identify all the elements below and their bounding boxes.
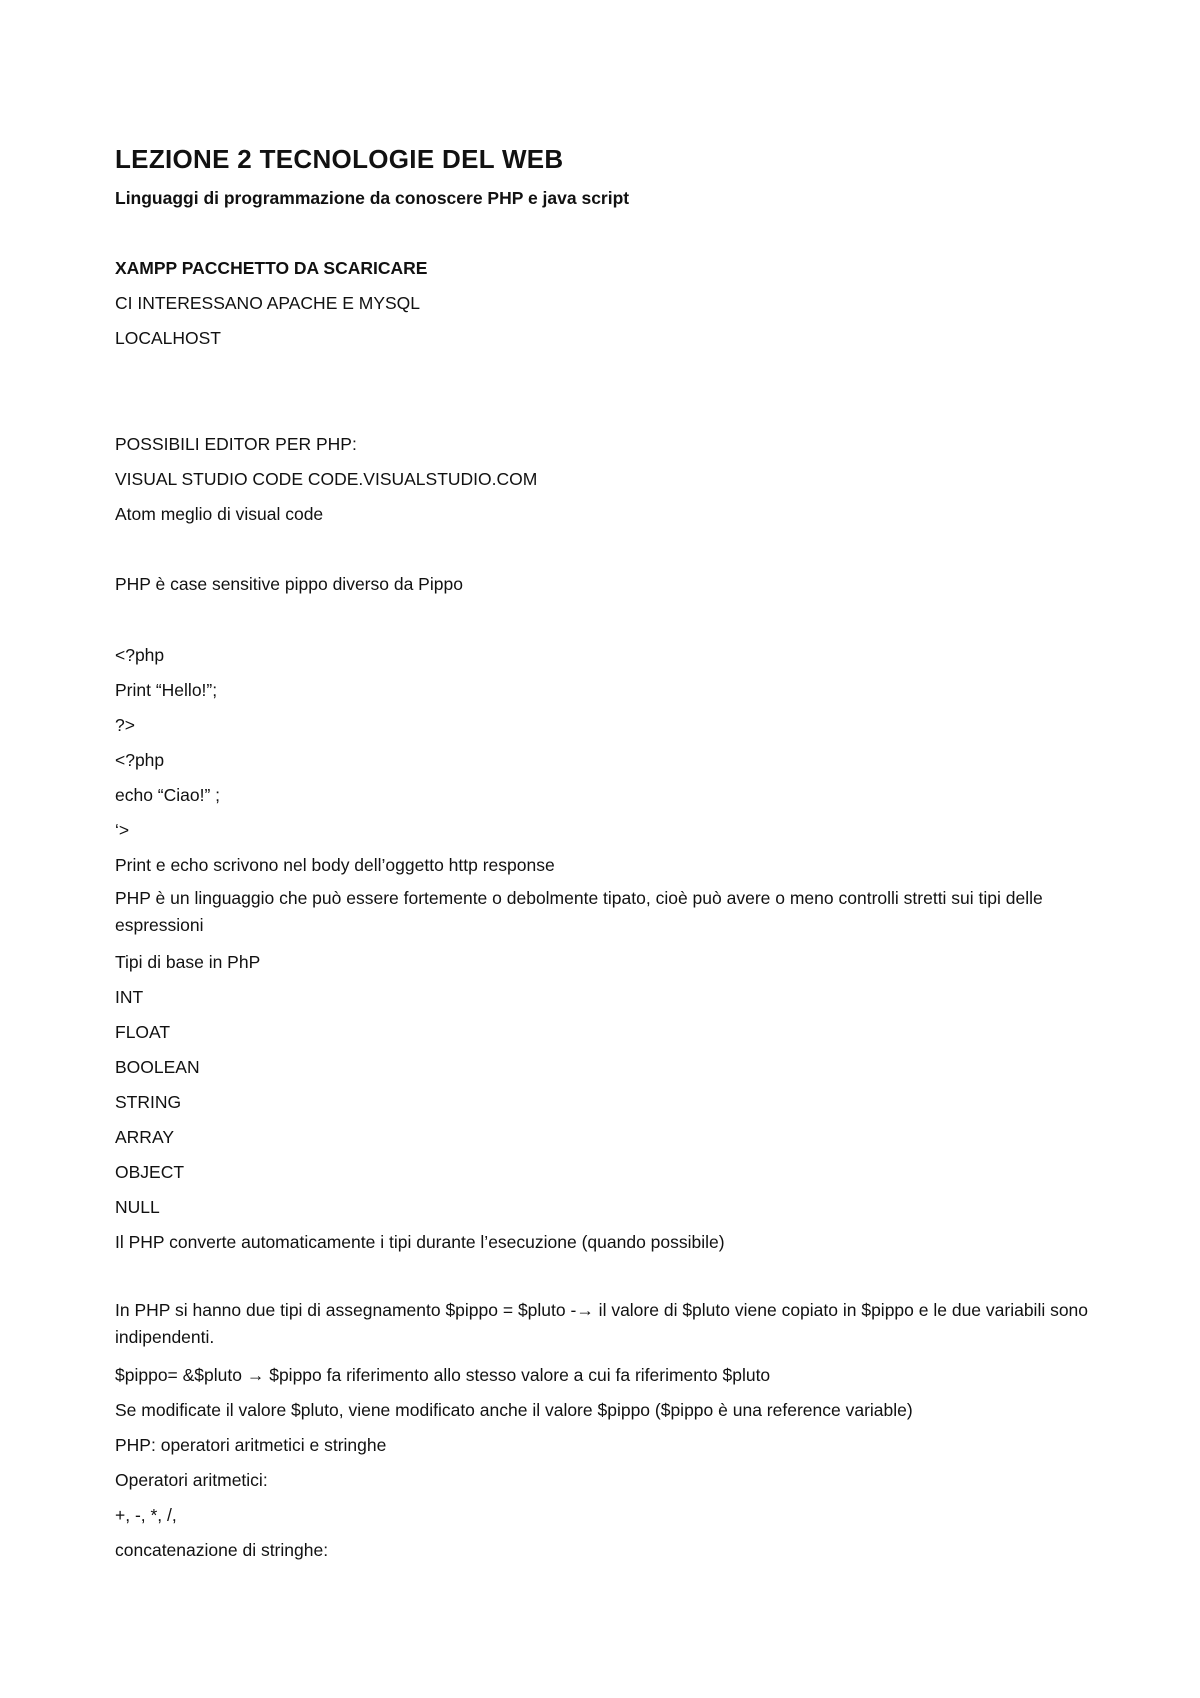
type-float: FLOAT [115,1022,171,1042]
code-line-print-hello: Print “Hello!”; [115,680,218,700]
text-line-reference-variable: Se modificate il valore $pluto, viene modificato anche il valore $pippo ($pippo è una reference variable) [115,1400,913,1420]
text-line-vscode: VISUAL STUDIO CODE CODE.VISUALSTUDIO.COM [115,469,538,489]
text-line-editors-heading: POSSIBILI EDITOR PER PHP: [115,434,357,454]
text-line-localhost: LOCALHOST [115,328,221,348]
text-line-xampp: XAMPP PACCHETTO DA SCARICARE [115,258,428,278]
text-line-string-concatenation: concatenazione di stringhe: [115,1540,329,1560]
text-line-case-sensitive: PHP è case sensitive pippo diverso da Pippo [115,574,463,594]
text-line-basic-types: Tipi di base in PhP [115,952,261,972]
text-line-assignment: In PHP si hanno due tipi di assegnamento $pippo = $pluto -→ il valore di $pluto viene copiato in $pippo e le due variabili sono indipendenti. [115,1300,1089,1347]
code-line-echo-ciao: echo “Ciao!” ; [115,785,221,805]
text-line-auto-conversion: Il PHP converte automaticamente i tipi durante l’esecuzione (quando possibile) [115,1232,725,1252]
document-title: LEZIONE 2 TECNOLOGIE DEL WEB [115,144,564,174]
text-line-operator-symbols: +, -, *, /, [115,1505,177,1525]
type-int: INT [115,987,144,1007]
type-null: NULL [115,1197,160,1217]
code-line-php-open-1: <?php [115,645,165,665]
type-object: OBJECT [115,1162,185,1182]
text-line-reference: $pippo= &$pluto → $pippo fa riferimento allo stesso valore a cui fa riferimento $pluto [115,1365,771,1385]
type-boolean: BOOLEAN [115,1057,200,1077]
text-line-print-echo: Print e echo scrivono nel body dell’oggetto http response [115,855,555,875]
type-array: ARRAY [115,1127,174,1147]
text-line-operators-heading: PHP: operatori aritmetici e stringhe [115,1435,387,1455]
code-line-php-close-1: ?> [115,715,135,735]
code-line-php-open-2: <?php [115,750,165,770]
document-subtitle: Linguaggi di programmazione da conoscere PHP e java script [115,188,630,208]
text-line-typing: PHP è un linguaggio che può essere fortemente o debolmente tipato, cioè può avere o meno controlli stretti sui tipi delle espressioni [115,888,1043,935]
code-line-php-close-2: ‘> [115,820,130,840]
text-line-apache-mysql: CI INTERESSANO APACHE E MYSQL [115,293,421,313]
type-string: STRING [115,1092,182,1112]
text-line-atom: Atom meglio di visual code [115,504,324,524]
text-line-arithmetic-operators: Operatori aritmetici: [115,1470,268,1490]
